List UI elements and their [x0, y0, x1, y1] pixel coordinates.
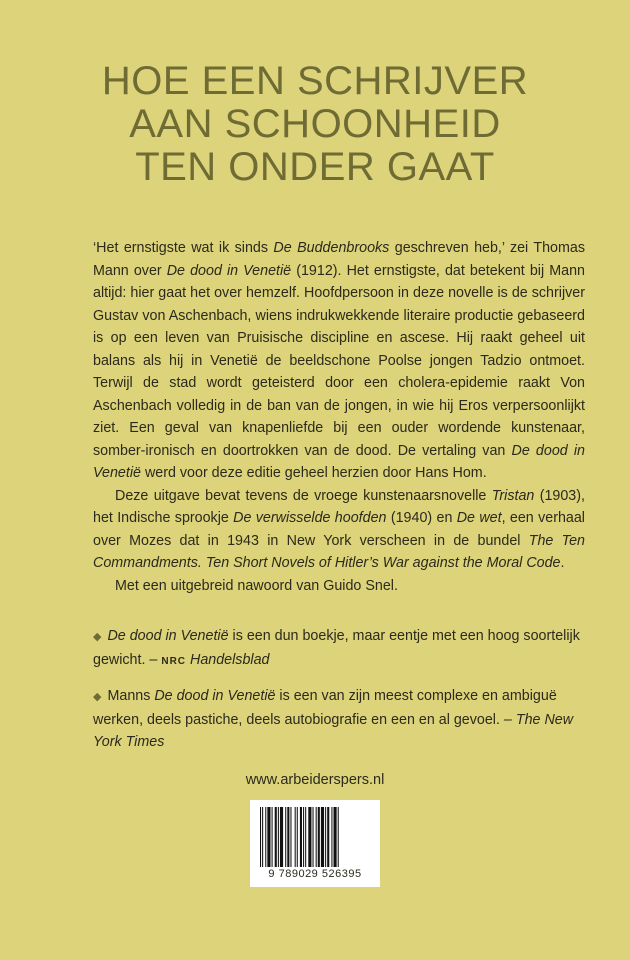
text-run: (1912). Het ernstigste, dat betekent bij Mann altijd: hier gaat het over hemzelf. Hoofdpersoon in deze novelle is de schrijver Gustav von Aschenbach, wiens indrukwekkende literaire productie gebaseerd is op een leven van Pruisische discipline en ascese. Hij raakt geheel uit balans als hij in Venetië de beeldschone Poolse jongen Tadzio ontmoet. Terwijl de stad wordt geteisterd door een cholera-epidemie raakt Von Aschenbach volledig in de ban van de jongen, in wie hij Eros verpersoonlijkt ziet. Een geval van knapenliefde bij een ouder wordende kunstenaar, somber-ironisch en doortrokken van de dood. De vertaling van [93, 262, 585, 459]
quote-book-title: De dood in Venetië [154, 688, 276, 704]
barcode-bar [321, 807, 324, 867]
barcode-bar [262, 807, 263, 867]
text-run: Deze uitgave bevat tevens de vroege kunstenaarsnovelle [115, 487, 492, 504]
blurb-paragraph-1 [93, 237, 585, 485]
barcode-bar [260, 807, 261, 867]
text-run: . [560, 555, 565, 571]
barcode-bar [280, 807, 283, 867]
quote-source: – The New York Times [93, 711, 574, 750]
title-line-3: TEN ONDER GAAT [135, 145, 495, 189]
barcode-bar [295, 807, 296, 867]
italic-title: Tristan [491, 487, 535, 504]
barcode-bar [303, 807, 304, 867]
text-run: (1903), het Indische sprookje [93, 487, 585, 526]
barcode-bar [287, 807, 289, 867]
italic-title: De wet [456, 510, 502, 526]
title-line-2: AAN SCHOONHEID [129, 102, 501, 146]
quote-source: Handelsblad [190, 651, 270, 668]
barcode-bar [338, 807, 339, 867]
diamond-bullet-icon: ◆ [93, 691, 102, 703]
italic-title: The Ten Commandments. Ten Short Novels of Hitler’s War against the Moral Code [93, 532, 586, 571]
barcode-bar [305, 807, 306, 867]
barcode-bar [290, 807, 291, 867]
nrc-logo: NRC [161, 655, 187, 667]
barcode-bar [316, 807, 317, 867]
text-run: geschreven heb,’ zei Thomas Mann over [93, 240, 586, 279]
review-quote-2 [93, 685, 585, 754]
italic-title: De dood in Venetië [93, 442, 585, 481]
barcode-bar [272, 807, 273, 867]
italic-title: De dood in Venetië [166, 262, 292, 279]
barcode-bar [318, 807, 320, 867]
review-quote-1 [93, 625, 585, 673]
barcode-bar [278, 807, 279, 867]
barcode-bar [325, 807, 326, 867]
text-run: (1940) en [386, 510, 457, 526]
isbn-number: 9 789029 526395 [268, 868, 362, 880]
barcode-bar [334, 807, 337, 867]
quote-text: is een dun boekje, maar eentje met een hoog soortelijk gewicht. – [93, 628, 580, 668]
barcode-bar [265, 807, 266, 867]
barcode-bar [285, 807, 286, 867]
barcode-bar [308, 807, 311, 867]
italic-title: De Buddenbrooks [273, 240, 390, 256]
barcode-bar [331, 807, 332, 867]
blurb-body [93, 237, 585, 597]
diamond-bullet-icon: ◆ [93, 631, 102, 643]
barcode [250, 800, 380, 887]
text-run: werd voor deze editie geheel herzien door Hans Hom. [140, 465, 487, 481]
quote-lead: Manns [107, 688, 155, 704]
barcode-bar [275, 807, 277, 867]
barcode-bar [267, 807, 270, 867]
barcode-bar [297, 807, 298, 867]
title-line-1: HOE EEN SCHRIJVER [101, 59, 529, 103]
quote-text: is een van zijn meest complexe en ambiguë werken, deels pastiche, deels autobiografie en een en al gevoel. [93, 688, 557, 728]
barcode-bar [313, 807, 314, 867]
quote-book-title: De dood in Venetië [107, 628, 229, 644]
publisher-url[interactable]: www.arbeiderspers.nl [245, 772, 385, 788]
barcode-bars [258, 807, 374, 867]
blurb-paragraph-2 [93, 485, 585, 575]
text-run: , een verhaal over Mozes dat in 1943 in New York verscheen in de bundel [93, 510, 585, 549]
italic-title: De verwisselde hoofden [233, 510, 387, 526]
blurb-paragraph-3: Met een uitgebreid nawoord van Guido Snel. [115, 577, 398, 594]
barcode-bar [300, 807, 302, 867]
text-run: ‘Het ernstigste wat ik sinds [93, 240, 274, 256]
book-title [0, 60, 630, 189]
barcode-bar [327, 807, 329, 867]
